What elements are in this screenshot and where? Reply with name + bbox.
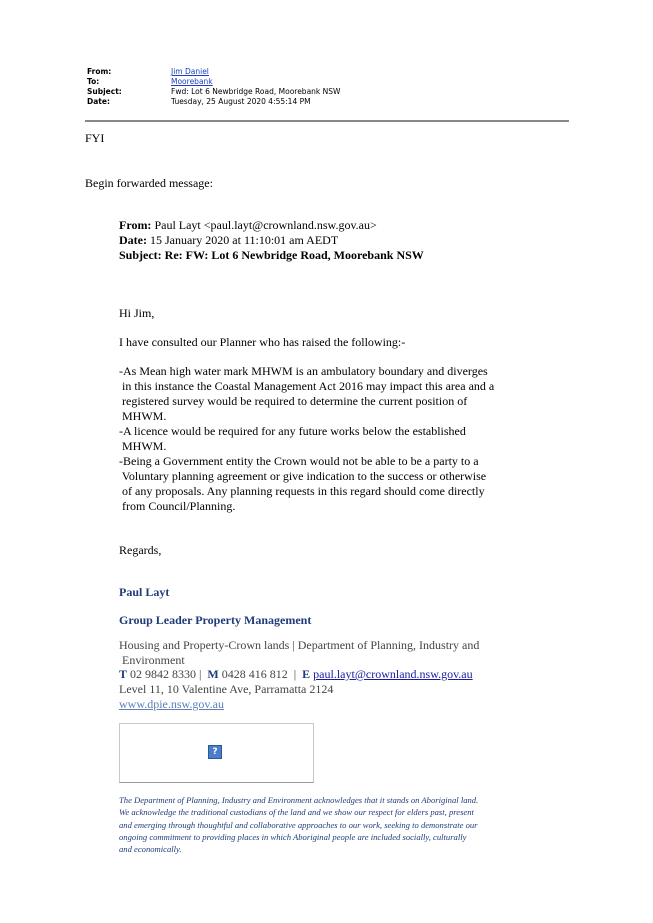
message-line: Voluntary planning agreement or give indication to the success or otherwise (119, 469, 487, 483)
greeting: Hi Jim, (119, 306, 155, 320)
subject-value: Fwd: Lot 6 Newbridge Road, Moorebank NSW (171, 87, 341, 96)
message-line: -Being a Government entity the Crown would not be able to be a party to a (119, 454, 479, 468)
signature-name: Paul Layt (119, 585, 170, 599)
message-line: from Council/Planning. (119, 499, 236, 513)
subject-label: Subject: (87, 87, 122, 96)
mobile-label: M (207, 667, 219, 681)
header-from-row (87, 67, 567, 77)
acknowledgement-line: and emerging through thoughtful and collaborative approaches to our work, seeking to demonstrate our (119, 819, 478, 830)
acknowledgement-text (119, 794, 559, 855)
acknowledgement-line: ongoing commitment to providing places in which Aboriginal people are included socially, culturally (119, 831, 467, 842)
closing: Regards, (119, 543, 162, 557)
email-header (87, 67, 567, 107)
email-label: E (302, 667, 311, 681)
from-link[interactable]: Jim Daniel (171, 67, 209, 76)
signature-org-line2: Environment (119, 653, 185, 667)
message-line: MHWM. (119, 439, 167, 453)
forwarded-from (119, 218, 377, 233)
forwarded-subject-label: Subject: (119, 248, 162, 262)
mobile-value: 0428 416 812 | (218, 667, 303, 681)
header-subject-row (87, 87, 567, 97)
signature-contact-line (119, 667, 473, 682)
signature-title: Group Leader Property Management (119, 613, 312, 627)
signature-org-line1: Housing and Property-Crown lands | Department of Planning, Industry and (119, 638, 480, 652)
acknowledgement-line: We acknowledge the traditional custodians of the land and we show our respect for elders past, present (119, 807, 474, 818)
acknowledgement-line: and economically. (119, 844, 182, 855)
fyi-text: FYI (85, 131, 105, 145)
email-link[interactable]: paul.layt@crownland.nsw.gov.au (313, 667, 473, 681)
forwarded-subject (119, 248, 424, 263)
header-date-row (87, 97, 567, 107)
begin-forwarded-text: Begin forwarded message: (85, 176, 213, 190)
forwarded-from-label: From: (119, 218, 152, 232)
message-line: MHWM. (119, 409, 167, 423)
to-label: To: (87, 77, 100, 86)
to-link[interactable]: Moorebank (171, 77, 213, 86)
phone-value: 02 9842 8330 | (127, 667, 208, 681)
phone-label: T (119, 667, 128, 681)
date-value: Tuesday, 25 August 2020 4:55:14 PM (171, 97, 311, 106)
date-label: Date: (87, 97, 110, 106)
forwarded-date-value: 15 January 2020 at 11:10:01 am AEDT (146, 233, 339, 247)
broken-image-icon: ? (208, 745, 222, 759)
forwarded-date-label: Date: (119, 233, 147, 247)
message-line: in this instance the Coastal Management Act 2016 may impact this area and a (119, 379, 495, 393)
forwarded-from-value: Paul Layt <paul.layt@crownland.nsw.gov.au> (151, 218, 377, 232)
signature-address: Level 11, 10 Valentine Ave, Parramatta 2124 (119, 682, 334, 696)
signature-website (119, 697, 224, 712)
message-line: -A licence would be required for any future works below the established (119, 424, 466, 438)
forwarded-subject-value: Re: FW: Lot 6 Newbridge Road, Moorebank NSW (161, 248, 424, 262)
intro-text: I have consulted our Planner who has raised the following:- (119, 335, 406, 349)
forwarded-date (119, 233, 338, 248)
message-line: of any proposals. Any planning requests in this regard should come directly (119, 484, 485, 498)
message-line: -As Mean high water mark MHWM is an ambulatory boundary and diverges (119, 364, 488, 378)
website-link[interactable]: www.dpie.nsw.gov.au (119, 697, 224, 711)
header-to-row (87, 77, 567, 87)
from-label: From: (87, 67, 112, 76)
message-line: registered survey would be required to determine the current position of (119, 394, 468, 408)
acknowledgement-line: The Department of Planning, Industry and Environment acknowledges that it stands on Aboriginal land. (119, 795, 479, 805)
header-divider (85, 120, 569, 122)
